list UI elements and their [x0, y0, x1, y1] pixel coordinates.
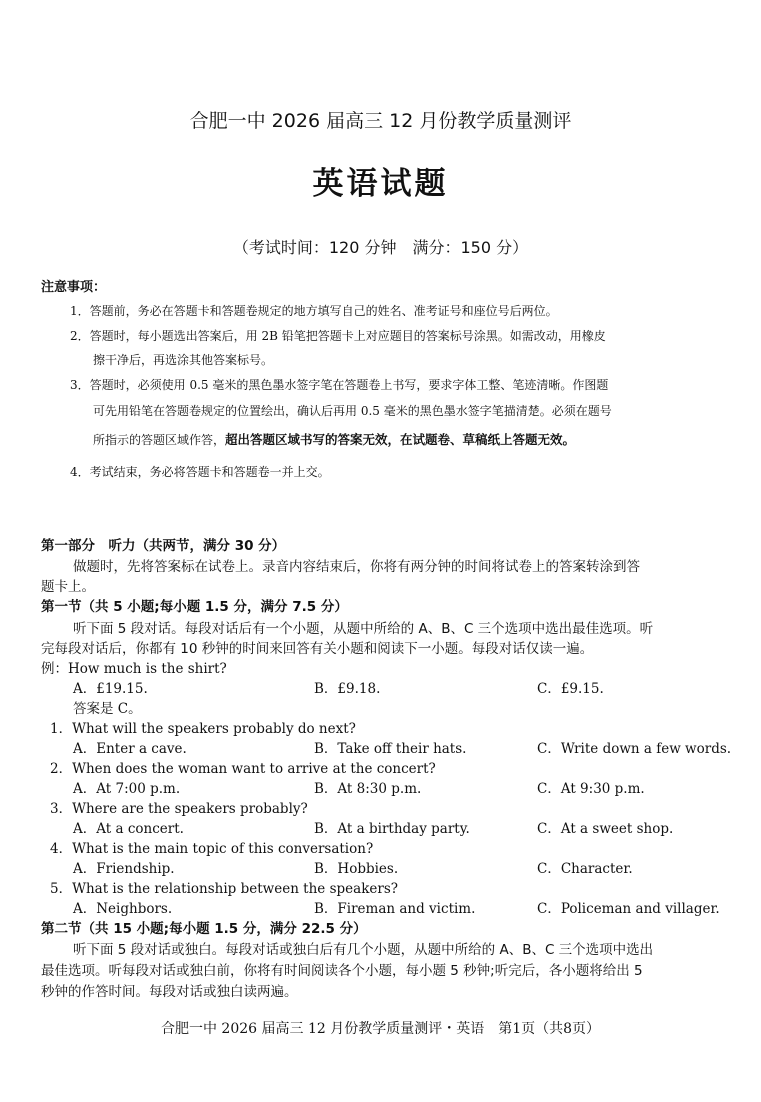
part1-intro: 做题时，先将答案标在试卷上。录音内容结束后，你将有两分钟的时间将试卷上的答案转涂到答: [73, 559, 640, 575]
question-2: 2．When does the woman want to arrive at the concert?: [50, 761, 436, 777]
note-item-4: 4．考试结束，务必将答题卡和答题卷一并上交。: [70, 465, 330, 479]
page-footer: 合肥一中 2026 届高三 12 月份教学质量测评・英语 第1页（共8页）: [160, 1021, 601, 1037]
question-3: 3．Where are the speakers probably?: [50, 801, 308, 817]
part1-intro-cont: 题卡上。: [41, 579, 95, 595]
part1-title: 第一部分 听力（共两节，满分 30 分）: [41, 538, 286, 554]
section1-title: 第一节（共 5 小题;每小题 1.5 分，满分 7.5 分）: [41, 599, 348, 615]
section2-instructions-cont2: 秒钟的作答时间。每段对话或独白读两遍。: [41, 984, 298, 1000]
question-4-option-c: C．Character.: [537, 861, 633, 877]
question-4-option-b: B．Hobbies.: [314, 861, 399, 877]
question-1-option-a: A．Enter a cave.: [73, 741, 187, 757]
question-1: 1．What will the speakers probably do next?: [50, 721, 356, 737]
note-item-3: 3．答题时，必须使用 0.5 毫米的黑色墨水签字笔在答题卷上书写，要求字体工整、笔迹清晰。作图题: [70, 378, 609, 392]
question-3-option-c: C．At a sweet shop.: [537, 821, 674, 837]
example-option-b: B．£9.18.: [314, 681, 381, 697]
section1-instructions: 听下面 5 段对话。每段对话后有一个小题，从题中所给的 A、B、C 三个选项中选出最佳选项。听: [73, 621, 654, 637]
question-5-option-a: A．Neighbors.: [73, 901, 173, 917]
question-3-option-a: A．At a concert.: [73, 821, 184, 837]
example-option-c: C．£9.15.: [537, 681, 604, 697]
notes-heading: 注意事项：: [41, 280, 107, 295]
question-5-option-b: B．Fireman and victim.: [314, 901, 476, 917]
question-2-option-a: A．At 7:00 p.m.: [73, 781, 181, 797]
section2-instructions: 听下面 5 段对话或独白。每段对话或独白后有几个小题，从题中所给的 A、B、C 三个选项中选出: [73, 942, 654, 958]
note-item-3-bold: 超出答题区域书写的答案无效，在试题卷、草稿纸上答题无效。: [225, 432, 576, 447]
note-item-1: 1．答题前，务必在答题卡和答题卷规定的地方填写自己的姓名、准考证号和座位号后两位。: [70, 304, 558, 318]
question-4-option-a: A．Friendship.: [73, 861, 175, 877]
question-2-option-c: C．At 9:30 p.m.: [537, 781, 645, 797]
note-item-3-cont: 可先用铅笔在答题卷规定的位置绘出，确认后再用 0.5 毫米的黑色墨水签字笔描清楚。必须在题号: [93, 404, 612, 418]
example-option-a: A．£19.15.: [73, 681, 148, 697]
note-item-2-cont: 擦干净后，再选涂其他答案标号。: [93, 353, 274, 367]
section2-instructions-cont: 最佳选项。听每段对话或独白前，你将有时间阅读各个小题，每小题 5 秒钟;听完后，各小题将给出 5: [41, 963, 643, 979]
question-3-option-b: B．At a birthday party.: [314, 821, 470, 837]
note-item-3-plain: 所指示的答题区域作答，: [93, 433, 226, 447]
example-answer: 答案是 C。: [73, 701, 142, 717]
question-2-option-b: B．At 8:30 p.m.: [314, 781, 422, 797]
question-1-option-c: C．Write down a few words.: [537, 741, 732, 757]
subject-title: 英语试题: [312, 166, 449, 202]
question-4: 4．What is the main topic of this conversation?: [50, 841, 374, 857]
note-item-2: 2．答题时，每小题选出答案后，用 2B 铅笔把答题卡上对应题目的答案标号涂黑。如需改动，用橡皮: [70, 329, 606, 343]
section2-title: 第二节（共 15 小题;每小题 1.5 分，满分 22.5 分）: [41, 921, 367, 937]
section1-instructions-cont: 完每段对话后，你都有 10 秒钟的时间来回答有关小题和阅读下一小题。每段对话仅读一遍。: [41, 641, 594, 657]
example-question: 例：How much is the shirt?: [41, 661, 227, 677]
time-info: （考试时间：120 分钟 满分：150 分）: [232, 238, 529, 257]
question-1-option-b: B．Take off their hats.: [314, 741, 467, 757]
exam-name: 合肥一中 2026 届高三 12 月份教学质量测评: [189, 110, 572, 132]
note-item-3-cont2: [93, 432, 575, 448]
question-5: 5．What is the relationship between the speakers?: [50, 881, 398, 897]
question-5-option-c: C．Policeman and villager.: [537, 901, 720, 917]
